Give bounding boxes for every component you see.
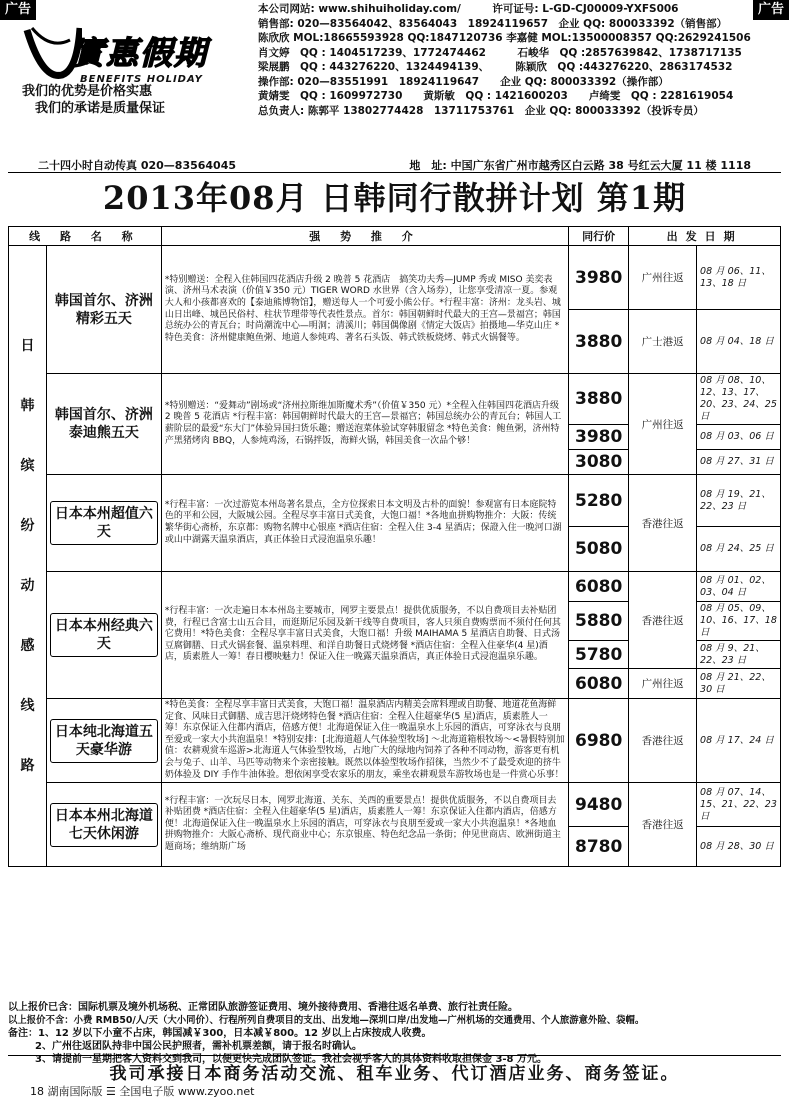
dates: 08 月 24、25 日 <box>697 527 781 572</box>
table-row <box>9 572 781 602</box>
side-char: 日 <box>20 338 35 355</box>
address: 地 址: 中国广东省广州市越秀区白云路 38 号红云大厦 11 楼 1118 <box>409 159 751 172</box>
route-features: *特别赠送：“爱舞动”剧场或“济州拉斯维加斯魔术秀”（价值￥350 元）*全程入住韩国四花酒店升级 2 晚普 5 花酒店 *行程丰富：韩国朝鲜时代最大的王宫—景福宫；韩国总统办公的青瓦台；韩国人工薪阶层的最爱“东大门”体验异国扫货乐趣；赠送泡菜体验试穿韩服留念 *特色美食：鲍鱼粥，济州特产黑猪烤肉 BBQ，人参炖鸡汤，石锅拌饭，海鲜火锅，韩国美食一次品个够！ <box>161 374 568 475</box>
dates: 08 月 06、11、13、18 日 <box>697 246 781 310</box>
contact-line: 本公司网站: www.shihuiholiday.com/ 许可证号: L-GD-CJ00009-YXFS006 <box>258 3 679 15</box>
header <box>0 0 789 152</box>
page-title: 2013年08月 日韩同行散拼计划 第1期 <box>102 179 687 217</box>
dates: 08 月 01、02、03、04 日 <box>697 572 781 602</box>
side-char: 动 <box>20 578 35 595</box>
table-row <box>9 783 781 827</box>
contact-line: 陈欣欣 MOL:18665593928 QQ:1847120736 李嘉健 MOL:13500008357 QQ:2629241506 <box>258 32 751 44</box>
logo-subtitle: BENEFITS HOLIDAY <box>80 74 203 85</box>
side-char: 韩 <box>20 398 35 415</box>
side-char: 缤 <box>20 458 35 475</box>
departure: 香港往返 <box>629 475 697 572</box>
price: 5280 <box>569 475 629 527</box>
note-line: 以上报价不含：小费 RMB50/人/天（大小同价）、行程所列自费项目的支出、出发地—深圳口岸/出发地—广州机场的交通费用、个人旅游意外险、袋帽。 <box>8 1015 645 1026</box>
slogan-2: 我们的承诺是质量保证 <box>35 101 166 116</box>
route-name <box>46 572 161 699</box>
note-line: 以上报价已含：国际机票及境外机场税、正常团队旅游签证费用、境外接待费用、香港往返名单费、旅行社责任险。 <box>8 1002 518 1013</box>
table-row <box>9 246 781 310</box>
route-features: *行程丰富：一次玩尽日本，网罗北海道、关东、关西的重要景点！提供优质服务，不以自费项目去补贴团费 *酒店住宿：全程入住超豪华(5 星)酒店，质素胜人一筹！东京保证入住都内酒店，倍感方便！北海道保证入住一晚温泉水上乐园的酒店，可穿泳衣与良朋至爱或一家大小共泡温泉！*各地血拼购物推介：大阪心斋桥、现代商业中心；东京银座、特色纪念品一条街；仲见世商店、欧洲街道主题商场；维纳斯广场 <box>161 783 568 867</box>
contact-line: 肖文婷 QQ : 1404517239、1772474462 石峻华 QQ :2857639842、1738717135 <box>258 46 742 59</box>
price: 6080 <box>569 669 629 699</box>
header-price: 同行价 <box>569 227 629 246</box>
dates: 08 月 04、18 日 <box>697 310 781 374</box>
price: 8780 <box>569 827 629 867</box>
price: 5780 <box>569 641 629 669</box>
departure: 广州往返 <box>629 374 697 475</box>
route-name-box: 日本本州北海道七天休闲游 <box>50 803 158 847</box>
price: 3980 <box>569 246 629 310</box>
dates: 08 月 08、10、12、13、17、20、23、24、25 日 <box>697 374 781 425</box>
table-row <box>9 475 781 527</box>
departure: 广州往返 <box>629 246 697 310</box>
price: 3980 <box>569 425 629 450</box>
ad-tag-right: 广告 <box>753 0 789 20</box>
price: 5080 <box>569 527 629 572</box>
table-row <box>9 699 781 783</box>
logo-title: 實惠假期 <box>72 34 209 72</box>
price: 3880 <box>569 374 629 425</box>
price: 5880 <box>569 602 629 641</box>
dates: 08 月 27、31 日 <box>697 450 781 475</box>
departure: 香港往返 <box>629 572 697 669</box>
departure: 广士港返 <box>629 310 697 374</box>
note-line: 3、请提前一星期把客人资料交到我司，以便更快完成团队签证。我社会视乎客人的具体资料收取担保金 3-8 万元。 <box>35 1054 547 1065</box>
departure: 广州往返 <box>629 669 697 699</box>
contact-line: 总负责人: 陈郭平 13802774428 13711753761 企业 QQ: 800033392（投诉专员） <box>258 104 704 117</box>
price: 3880 <box>569 310 629 374</box>
route-name-box: 日本纯北海道五天豪华游 <box>50 719 158 763</box>
fax-number: 二十四小时自动传真 020—83564045 <box>38 159 237 172</box>
route-name <box>46 783 161 867</box>
price: 3080 <box>569 450 629 475</box>
bottom-slogan: 我司承接日本商务活动交流、租车业务、代订酒店业务、商务签证。 <box>8 1055 781 1084</box>
header-route: 线 路 名 称 <box>9 227 162 246</box>
dates: 08 月 28、30 日 <box>697 827 781 867</box>
dates: 08 月 19、21、22、23 日 <box>697 475 781 527</box>
route-name <box>46 699 161 783</box>
dates: 08 月 03、06 日 <box>697 425 781 450</box>
departure: 香港往返 <box>629 699 697 783</box>
note-line: 备注：1、12 岁以下小童不占床，韩国减￥300，日本减￥800。12 岁以上占床按成人收费。 <box>8 1028 432 1039</box>
side-char: 纷 <box>20 518 35 535</box>
itinerary-table <box>8 226 781 867</box>
table-header-row <box>9 227 781 246</box>
route-features: *特别赠送：全程入住韩国四花酒店升级 2 晚普 5 花酒店 搞笑功夫秀—JUMP 秀或 MISO 美奕表演、济州马术表演（价值￥350 元）TIGER WORD 水世界（含入场券），让您享受清凉一夏。参观大人和小孩都喜欢的【泰迪熊博物馆】，赠送每人一个可爱小熊公仔。*行程丰富：济州：龙头岩、城山日出峰、城邑民俗村、柱状节理带等代表性景点。首尔：韩国朝鲜时代最大的王宫—景福宫；韩国总统办公的青瓦台；时尚潮流中心—明洞；清溪川；韩国偶像剧《情定大饭店》拍摄地—华克山庄 *特色美食：济州健康鲍鱼粥、地道人参炖鸡、著名石头饭、韩式铁板烧烤、韩式火锅餐等。 <box>161 246 568 374</box>
side-char: 线 <box>20 698 35 715</box>
route-name: 韩国首尔、济洲泰迪熊五天 <box>46 374 161 475</box>
price: 6980 <box>569 699 629 783</box>
contact-line: 销售部: 020—83564042、83564043 18924119657 企业 QQ: 800033392（销售部） <box>258 17 728 30</box>
dates: 08 月 17、24 日 <box>697 699 781 783</box>
logo <box>22 16 252 136</box>
price: 6080 <box>569 572 629 602</box>
ad-tag-left: 广告 <box>0 0 36 20</box>
side-char: 路 <box>20 758 35 775</box>
header-features: 强 势 推 介 <box>161 227 568 246</box>
side-label <box>9 246 47 867</box>
table-row <box>9 374 781 425</box>
departure: 香港往返 <box>629 783 697 867</box>
dates: 08 月 05、09、10、16、17、18 日 <box>697 602 781 641</box>
slogan-1: 我们的优势是价格实惠 <box>22 84 153 99</box>
route-features: *行程丰富：一次过游览本州岛著名景点，全方位探索日本文明及古朴的面貌！参观富有日本庭院特色的平和公园，大阪城公园。全程尽享丰富日式美食，大饱口福！*各地血拼购物推介：大阪：传统繁华街心斋桥，东京都：购物名牌中心银座 *酒店住宿：全程入住 3-4 星酒店；保證入住一晚河口湖或山中湖露天温泉酒店，真正体验日式浸泡温泉乐趣！ <box>161 475 568 572</box>
route-features: *特色美食：全程尽享丰富日式美食，大饱口福！温泉酒店内精美会席料理或自助餐、地道花鱼海鲜定食、风味日式御膳、成吉思汗烧烤特色餐 *酒店住宿：全程入住超豪华(5 星)酒店，质素胜人一筹！东京保证入住都内酒店，倍感方便！北海道保证入住一晚温泉水上乐园的酒店，可穿泳衣与良朋至爱或一家大小共泡温泉！*特别安排：[北海道超人气体验型牧场] ～北海道箱根牧场～<暑假特别加值：农耕观赏车巡游>北海道人气体验型牧场，占地广大的绿地内饲养了各种不同动物，游客更有机会与兔子、山羊、马匹等动物来个亲密接触。既然以体验型牧场作招徕，当然少不了最受欢迎的挤牛奶体验及 DIY 手作牛油体验。想依闲享受农家乐的朋友，乘坐农耕观景车游牧场也是一件赏心乐事！ <box>161 699 568 783</box>
contact-line: 操作部: 020—83551991 18924119647 企业 QQ: 800033392（操作部） <box>258 75 669 88</box>
price: 9480 <box>569 783 629 827</box>
contact-line: 黄婧雯 QQ : 1609972730 黄斯敏 QQ : 1421600203 卢绮雯 QQ : 2281619054 <box>258 90 734 102</box>
contact-line: 梁展鹏 QQ : 443276220、1324494139、 陈颖欣 QQ :443276220、2863174532 <box>258 61 733 73</box>
page-footer: 18 湖南国际版 ☰ 全国电子版 www.zyoo.net <box>30 1085 255 1098</box>
dates: 08 月 21、22、30 日 <box>697 669 781 699</box>
side-char: 感 <box>20 638 35 655</box>
header-dates: 出发日期 <box>629 227 781 246</box>
fax-address-bar <box>8 157 781 173</box>
route-name-box: 日本本州超值六天 <box>50 501 158 545</box>
dates: 08 月 9、21、22、23 日 <box>697 641 781 669</box>
contact-info <box>258 2 778 118</box>
route-features: *行程丰富：一次走遍日本本州岛主要城市，网罗主要景点！提供优质服务，不以自费项目去补贴团费，行程已含富士山五合目，而逛斯尼乐园及新干线等自费项目，客人只须自费购票而不须付任何其它费用！*特色美食：全程尽享丰富日式美食，大饱口福！升级 MAIHAMA 5 星酒店自助餐、日式汤豆腐御膳、日式火锅套餐、温泉料理、和洋自助餐日式烧烤餐 *酒店住宿：全程入住豪华(4 星)酒店，质素胜人一筹！春日樱映魅力！保证入住一晚露天温泉酒店，真正体验日式浸泡温泉乐趣。 <box>161 572 568 699</box>
route-name: 韩国首尔、济洲精彩五天 <box>46 246 161 374</box>
route-name <box>46 475 161 572</box>
note-line: 2、广州往返团队持非中国公民护照者，需补机票差额，请于报名时确认。 <box>35 1041 362 1052</box>
route-name-box: 日本本州经典六天 <box>50 613 158 657</box>
dates: 08 月 07、14、15、21、22、23 日 <box>697 783 781 827</box>
